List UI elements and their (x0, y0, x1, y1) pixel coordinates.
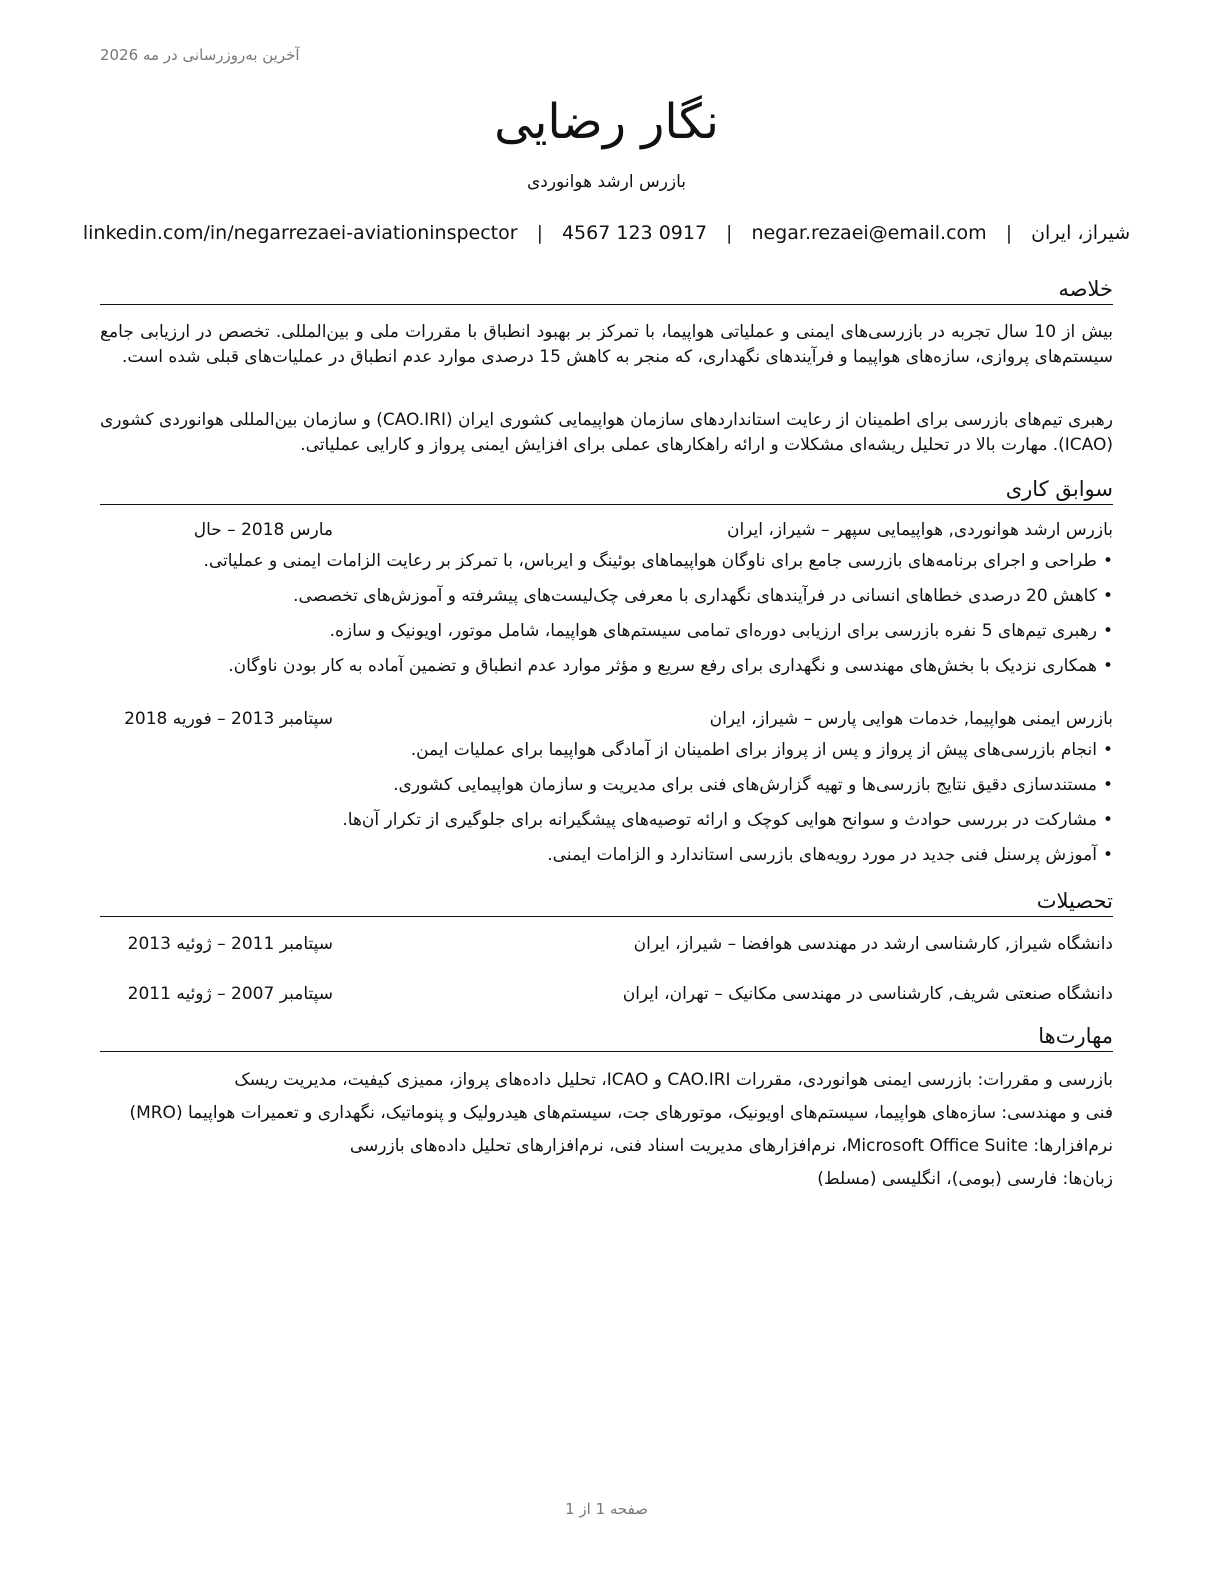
section-heading-summary: خلاصه (100, 276, 1113, 305)
section-heading-education: تحصیلات (100, 888, 1113, 917)
summary-paragraph: بیش از 10 سال تجربه در بازرسی‌های ایمنی و عملیاتی هواپیما، با تمرکز بر بهبود انطباق با مقررات ملی و بین‌المللی. تخصص در ارزیابی جامع سیستم‌های پروازی، سازه‌های هواپیما و فرآیندهای نگهداری، که منجر به کاهش 15 درصدی موارد عدم انطباق در عملیات‌های قبلی شده است. (100, 322, 1113, 367)
job-dates: مارس 2018 – حال (193, 520, 333, 540)
job-bullet: •طراحی و اجرای برنامه‌های بازرسی جامع برای ناوگان هواپیماهای بوئینگ و ایرباس، با تمرکز بر رعایت الزامات ایمنی و عملیاتی. (203, 551, 1113, 571)
contact-separator: | (726, 222, 733, 244)
candidate-name: نگار رضایی (494, 94, 719, 150)
job-dates: سپتامبر 2013 – فوریه 2018 (124, 709, 333, 729)
job-bullet-list (100, 738, 1113, 878)
candidate-title: بازرس ارشد هوانوردی (526, 172, 687, 192)
job-bullet-list (100, 549, 1113, 689)
contact-phone[interactable]: 0917 123 4567 (561, 222, 708, 244)
skill-line: بازرسی و مقررات: بازرسی ایمنی هوانوردی، مقررات CAO.IRI و ICAO، تحلیل داده‌های پرواز، ممیزی کیفیت، مدیریت ریسک (234, 1070, 1113, 1090)
contact-separator: | (1005, 222, 1013, 244)
summary-paragraph: رهبری تیم‌های بازرسی برای اطمینان از رعایت استانداردهای سازمان هواپیمایی کشوری ایران (CAO.IRI) و سازمان بین‌المللی هوانوردی کشوری (ICAO). مهارت بالا در تحلیل ریشه‌ای مشکلات و ارائه راهکارهای عملی برای افزایش ایمنی پرواز و کارایی عملیاتی. (99, 410, 1113, 455)
education-dates: سپتامبر 2007 – ژوئیه 2011 (127, 984, 333, 1004)
contact-linkedin[interactable]: linkedin.com/in/negarrezaei-aviationinspector (82, 222, 518, 244)
job-bullet: •رهبری تیم‌های 5 نفره بازرسی برای ارزیابی دوره‌ای تمامی سیستم‌های هواپیما، شامل موتور، اویونیک و سازه. (329, 621, 1113, 641)
skill-line: زبان‌ها: فارسی (بومی)، انگلیسی (مسلط) (817, 1169, 1113, 1189)
skill-line: نرم‌افزارها: Microsoft Office Suite، نرم‌افزارهای مدیریت اسناد فنی، نرم‌افزارهای تحلیل داده‌های بازرسی (349, 1136, 1113, 1156)
education-degree: دانشگاه صنعتی شریف, کارشناسی در مهندسی مکانیک – تهران، ایران (622, 984, 1113, 1004)
job-bullet: •مشارکت در بررسی حوادث و سوانح هوایی کوچک و ارائه توصیه‌های پیشگیرانه برای جلوگیری از تکرار آن‌ها. (342, 810, 1113, 830)
job-bullet: •آموزش پرسنل فنی جدید در مورد رویه‌های بازرسی استاندارد و الزامات ایمنی. (547, 845, 1113, 865)
job-role: بازرس ارشد هوانوردی, هواپیمایی سپهر – شیراز، ایران (726, 520, 1113, 540)
resume-page (82, 0, 1131, 1584)
last-updated-note: آخرین به‌روزرسانی در مه 2026 (100, 46, 300, 64)
job-bullet: •همکاری نزدیک با بخش‌های مهندسی و نگهداری برای رفع سریع و مؤثر موارد عدم انطباق و تضمین آماده به کار بودن ناوگان. (228, 656, 1113, 676)
skill-line: فنی و مهندسی: سازه‌های هواپیما، سیستم‌های اویونیک، موتورهای جت، سیستم‌های هیدرولیک و پنوماتیک، نگهداری و تعمیرات هواپیما (MRO) (129, 1103, 1113, 1123)
education-degree: دانشگاه شیراز, کارشناسی ارشد در مهندسی هوافضا – شیراز، ایران (633, 934, 1113, 954)
skills-list (100, 1068, 1113, 1200)
job-role: بازرس ایمنی هواپیما, خدمات هوایی پارس – شیراز، ایران (709, 709, 1113, 729)
contact-email[interactable]: negar.rezaei@email.com (751, 222, 987, 244)
page-number: صفحه 1 از 1 (565, 1500, 648, 1518)
job-bullet: •مستندسازی دقیق نتایج بازرسی‌ها و تهیه گزارش‌های فنی برای مدیریت و سازمان هواپیمایی کشوری. (393, 775, 1113, 795)
section-heading-experience: سوابق کاری (100, 476, 1113, 505)
contact-line (82, 222, 1131, 244)
job-bullet: •کاهش 20 درصدی خطاهای انسانی در فرآیندهای نگهداری با معرفی چک‌لیست‌های پیشرفته و آموزش‌های تخصصی. (293, 586, 1113, 606)
contact-location: شیراز، ایران (1031, 222, 1131, 244)
job-bullet: •انجام بازرسی‌های پیش از پرواز و پس از پرواز برای اطمینان از آمادگی هواپیما برای عملیات ایمن. (410, 740, 1113, 760)
section-heading-skills: مهارت‌ها (100, 1023, 1113, 1052)
contact-separator: | (536, 222, 543, 244)
education-dates: سپتامبر 2011 – ژوئیه 2013 (127, 934, 333, 954)
